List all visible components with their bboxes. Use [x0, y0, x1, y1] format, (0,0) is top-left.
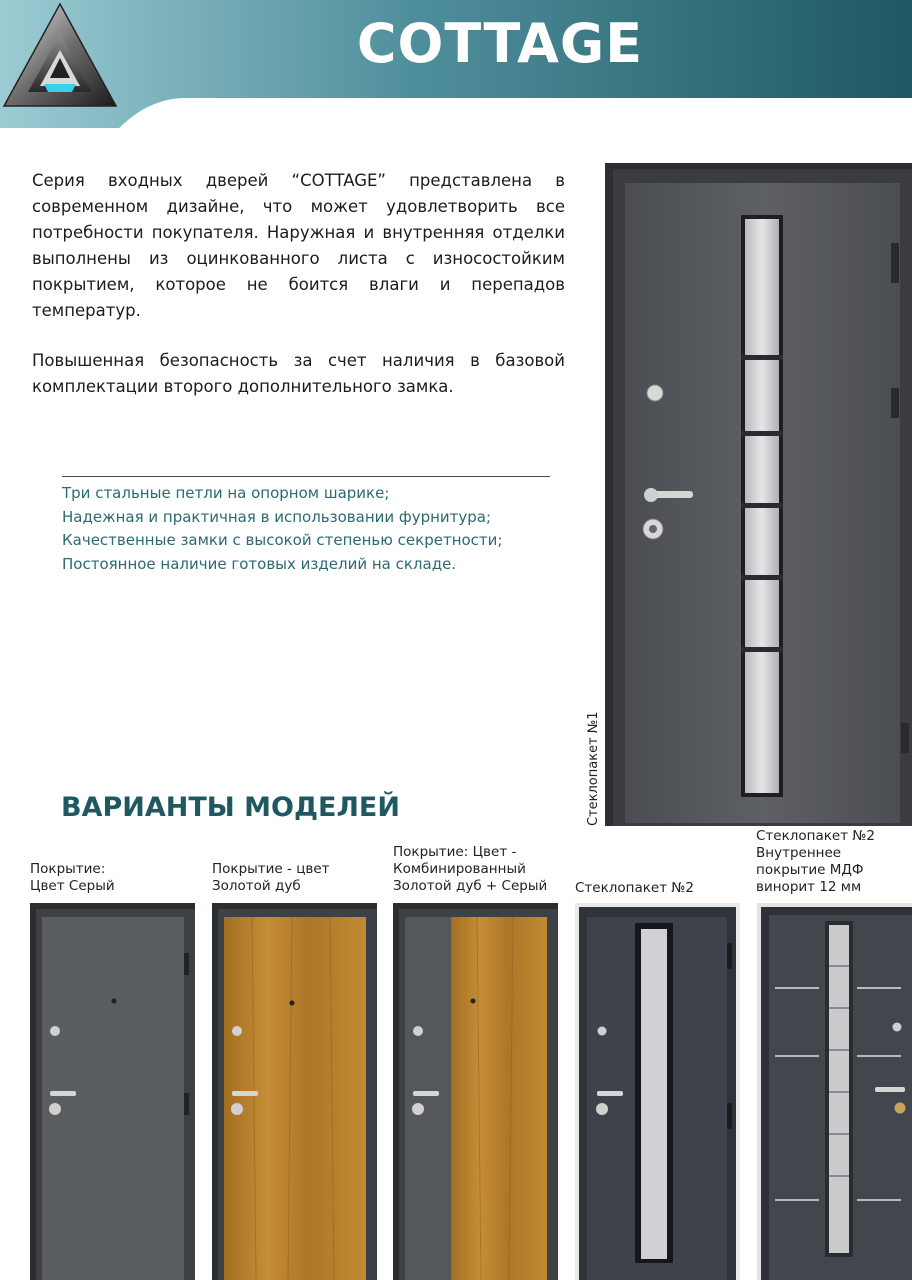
intro-paragraph-2: Повышенная безопасность за счет наличия в базовой комплектации второго дополнительного замка.	[32, 351, 565, 396]
section-divider	[62, 476, 550, 477]
models-title: ВАРИАНТЫ МОДЕЛЕЙ	[61, 792, 400, 823]
intro-paragraph-1: Серия входных дверей “COTTAGE” представлена в современном дизайне, что может удовлетворить все потребности покупателя. Наружная и внутренняя отделки выполнены из оцинкованного листа с износостойким покрытием, которое не боится влаги и перепадов температур.	[32, 171, 565, 320]
triangle-logo-icon	[0, 0, 120, 115]
feature-item: Постоянное наличие готовых изделий на складе.	[62, 554, 457, 573]
model-3-caption	[393, 844, 568, 895]
caption-line: покрытие МДФ	[756, 862, 864, 878]
caption-line: Стеклопакет №2	[756, 828, 875, 844]
caption-line: Покрытие: Цвет -	[393, 844, 517, 860]
feature-item: Три стальные петли на опорном шарике;	[62, 484, 390, 502]
model-1-caption	[30, 861, 200, 895]
caption-line: Стеклопакет №2	[575, 880, 694, 896]
model-4-caption	[575, 880, 745, 897]
model-5-caption	[756, 828, 912, 896]
feature-item: Качественные замки с высокой степенью секретности;	[62, 531, 503, 549]
caption-line: Цвет Серый	[30, 878, 115, 894]
model-2-door-image	[212, 903, 377, 1280]
caption-line: Покрытие:	[30, 861, 106, 877]
caption-line: Внутреннее	[756, 845, 842, 861]
model-5-door-image	[757, 903, 912, 1280]
model-3-door-image	[393, 903, 558, 1280]
feature-item: Надежная и практичная в использовании фурнитура;	[62, 507, 492, 526]
model-4-door-image	[575, 903, 740, 1280]
caption-line: Золотой дуб	[212, 878, 301, 894]
main-door-caption: Стеклопакет №1	[586, 711, 601, 826]
main-door-image	[605, 163, 912, 826]
intro-text	[32, 168, 565, 400]
caption-line: Покрытие - цвет	[212, 861, 330, 877]
caption-line: Комбинированный	[393, 861, 526, 877]
model-2-caption	[212, 861, 382, 895]
caption-line: Золотой дуб + Серый	[393, 878, 548, 894]
features-list	[62, 482, 562, 576]
header-banner	[0, 0, 912, 140]
model-1-door-image	[30, 903, 195, 1280]
caption-line: винорит 12 мм	[756, 879, 862, 895]
brand-title: COTTAGE	[356, 12, 644, 75]
